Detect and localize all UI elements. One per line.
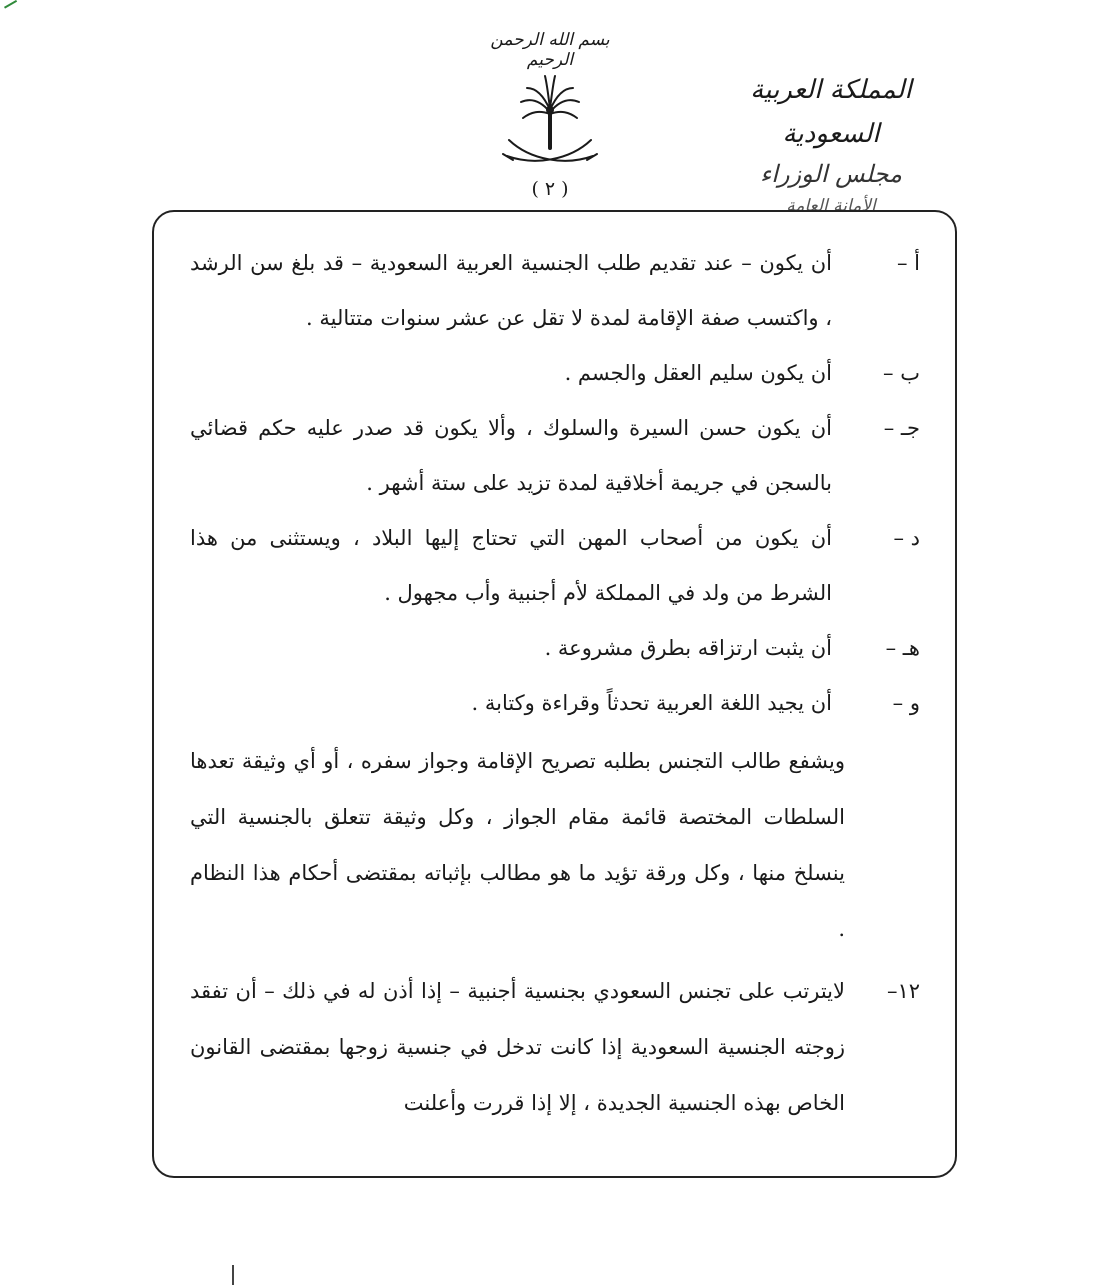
letterhead [700,68,962,220]
condition-item-b [190,346,920,401]
item-marker: و – [892,691,920,715]
saudi-emblem-icon [495,70,605,180]
item-marker: هـ – [885,636,920,660]
basmala: بسم الله الرحمن الرحيم [490,30,610,70]
item-marker: جـ – [883,416,920,440]
supporting-documents-paragraph: ويشفع طالب التجنس بطلبه تصريح الإقامة وجواز سفره ، أو أي وثيقة تعدها السلطات المختصة قائمة مقام الجواز ، وكل وثيقة تتعلق بالجنسية التي ينسلخ منها ، وكل ورقة تؤيد ما هو مطالب بإثباته بمقتضى أحكام هذا النظام . [190,749,845,941]
item-text: أن يكون – عند تقديم طلب الجنسية العربية السعودية – قد بلغ سن الرشد ، واكتسب صفة الإقامة لمدة لا تقل عن عشر سنوات متتالية . [190,251,832,330]
condition-item-d [190,511,920,621]
page-number: ( ٢ ) [531,178,569,200]
letterhead-council: مجلس الوزراء [759,160,903,188]
condition-item-w [190,676,920,731]
letterhead-secretariat: الأمانة العامة [786,196,876,216]
article-12 [190,963,920,1131]
article-text: لايترتب على تجنس السعودي بجنسية أجنبية – إذا أذن له في ذلك – أن تفقد زوجته الجنسية السعودية إذا كانت تدخل في جنسية زوجها بمقتضى القانون الخاص بهذه الجنسية الجديدة ، إلا إذا قررت وأعلنت [190,979,845,1115]
item-text: أن يكون سليم العقل والجسم . [564,361,832,385]
letterhead-kingdom: المملكة العربية السعودية [750,75,912,149]
item-marker: أ – [896,251,920,275]
item-marker: ب – [883,361,920,385]
item-text: أن يجيد اللغة العربية تحدثاً وقراءة وكتابة . [471,691,832,715]
item-text: أن يكون حسن السيرة والسلوك ، وألا يكون قد صدر عليه حكم قضائي بالسجن في جريمة أخلاقية لمدة تزيد على ستة أشهر . [190,416,832,495]
condition-item-h [190,621,920,676]
corner-scan-mark [0,0,17,9]
condition-item-c [190,401,920,511]
item-marker: د – [893,526,920,550]
item-text: أن يكون من أصحاب المهن التي تحتاج إليها البلاد ، ويستثنى من هذا الشرط من ولد في المملكة لأم أجنبية وأب مجهول . [190,526,832,605]
item-text: أن يثبت ارتزاقه بطرق مشروعة . [544,636,832,660]
document-body [190,236,920,1131]
article-number: ١٢– [886,979,920,1003]
bottom-scan-mark [232,1265,234,1285]
condition-item-a [190,236,920,346]
